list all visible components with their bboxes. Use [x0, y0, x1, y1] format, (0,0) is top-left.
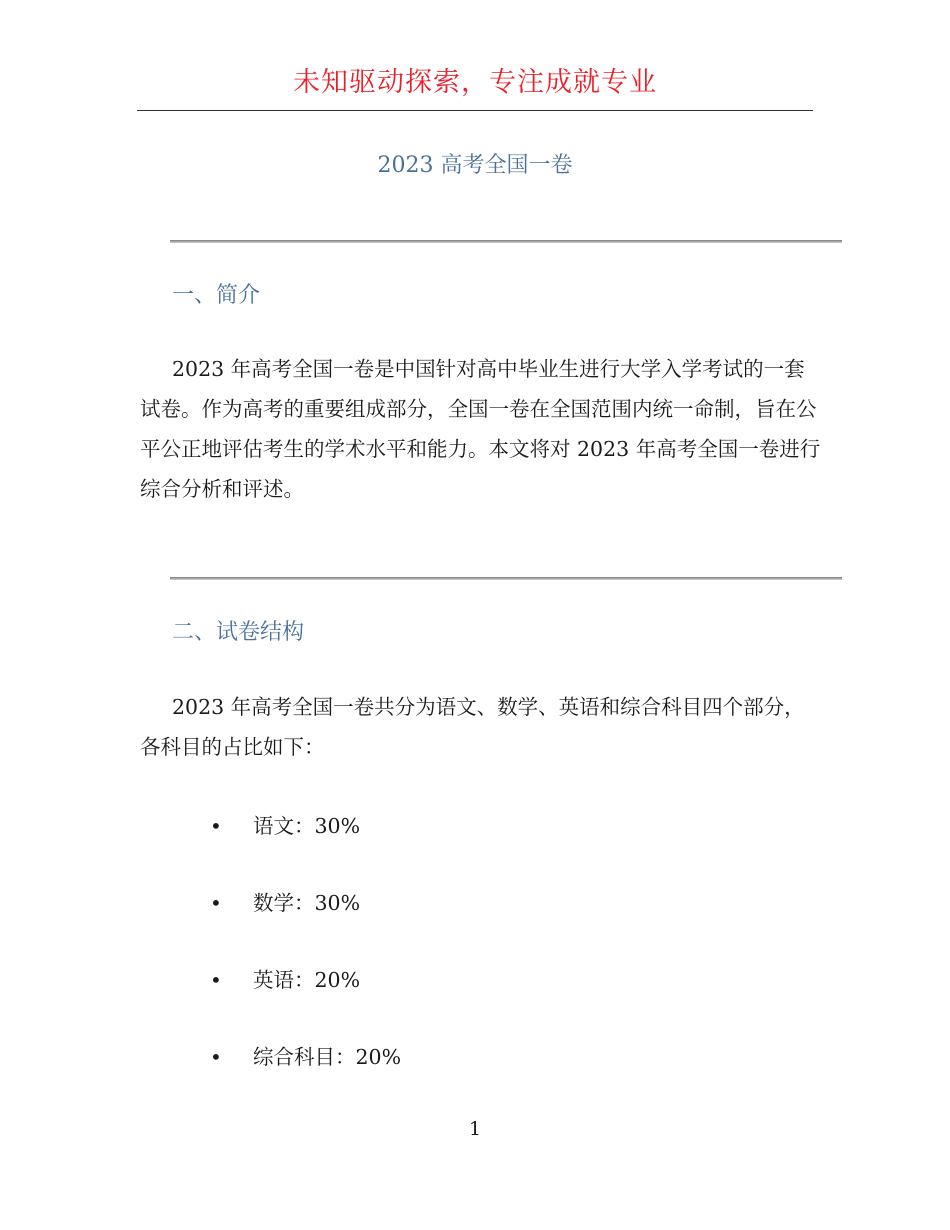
document-title: 2023 高考全国一卷 — [377, 153, 573, 178]
bullet-icon: • — [210, 814, 222, 838]
list-item — [200, 1037, 401, 1114]
page-number: 1 — [468, 1118, 482, 1140]
section-divider-structure — [170, 577, 842, 580]
list-item-text: 英语：20% — [253, 968, 361, 992]
list-item — [200, 960, 401, 1037]
list-item-text: 语文：30% — [253, 814, 361, 838]
intro-paragraph: 2023 年高考全国一卷是中国针对高中毕业生进行大学入学考试的一套试卷。作为高考的重要组成部分，全国一卷在全国范围内统一命制，旨在公平公正地评估考生的学术水平和能力。本文将对 2023 年高考全国一卷进行综合分析和评述。 — [140, 357, 821, 501]
list-item-text: 综合科目：20% — [253, 1045, 402, 1069]
bullet-icon: • — [210, 891, 222, 915]
subject-share-list — [200, 806, 401, 1114]
list-item — [200, 806, 401, 883]
structure-paragraph: 2023 年高考全国一卷共分为语文、数学、英语和综合科目四个部分，各科目的占比如下： — [140, 695, 805, 759]
list-item — [200, 883, 401, 960]
section-heading-intro: 一、简介 — [172, 283, 261, 308]
bullet-icon: • — [210, 968, 222, 992]
header-slogan: 未知驱动探索，专注成就专业 — [293, 67, 657, 98]
section-heading-structure: 二、试卷结构 — [172, 620, 305, 645]
list-item-text: 数学：30% — [253, 891, 361, 915]
header-divider — [137, 110, 813, 111]
bullet-icon: • — [210, 1045, 222, 1069]
section-divider-intro — [170, 240, 842, 243]
